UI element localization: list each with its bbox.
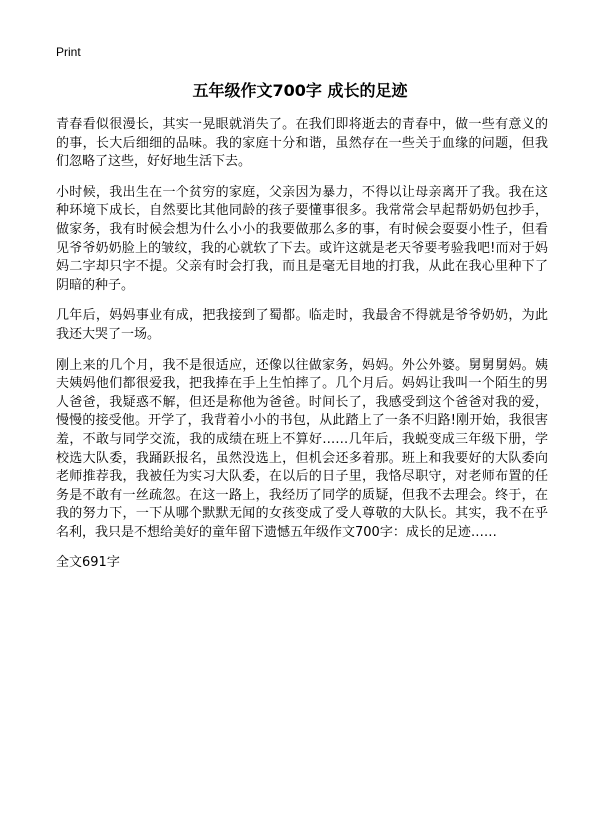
print-label: Print (56, 45, 81, 59)
article-body (56, 116, 548, 572)
word-count: 全文691字 (56, 555, 120, 571)
paragraph-2: 小时候，我出生在一个贫穷的家庭，父亲因为暴力，不得以让母亲离开了我。我在这种环境下成长，自然要比其他同龄的孩子要懂事很多。我常常会早起帮奶奶包抄手，做家务，我有时候会想为什么小小的我要做那么多的事，有时候会耍耍小性子，但看见爷爷奶奶脸上的皱纹，我的心就软了下去。或许这就是老天爷要考验我吧!而对于妈妈二字却只字不提。父亲有时会打我，而且是毫无目地的打我，从此在我心里种下了阴暗的种子。 (56, 184, 548, 293)
paragraph-3: 几年后，妈妈事业有成，把我接到了蜀都。临走时，我最舍不得就是爷爷奶奶，为此我还大哭了一场。 (56, 308, 548, 342)
article-title: 五年级作文700字 成长的足迹 (192, 81, 408, 100)
paragraph-4: 刚上来的几个月，我不是很适应，还像以往做家务，妈妈。外公外婆。舅舅舅妈。姨夫姨妈他们都很爱我，把我捧在手上生怕摔了。几个月后。妈妈让我叫一个陌生的男人爸爸，我疑惑不解，但还是称他为爸爸。时间长了，我感受到这个爸爸对我的爱，慢慢的接受他。开学了，我背着小小的书包，从此踏上了一条不归路!刚开始，我很害羞，不敢与同学交流，我的成绩在班上不算好……几年后，我蜕变成三年级下册，学校选大队委，我踊跃报名，虽然没选上，但机会还多着那。班上和我要好的大队委向老师推荐我，我被任为实习大队委，在以后的日子里，我恪尽职守，对老师布置的任务是不敢有一丝疏忽。在这一路上，我经历了同学的质疑，但我不去理会。终于，在我的努力下，一下从哪个默默无闻的女孩变成了受人尊敬的大队长。其实，我不在乎名利，我只是不想给美好的童年留下遗憾五年级作文700字：成长的足迹…… (56, 357, 548, 540)
paragraph-1: 青春看似很漫长，其实一晃眼就消失了。在我们即将逝去的青春中，做一些有意义的的事，长大后细细的品味。我的家庭十分和谐，虽然存在一些关于血缘的问题，但我们忽略了这些，好好地生活下去。 (56, 117, 548, 170)
